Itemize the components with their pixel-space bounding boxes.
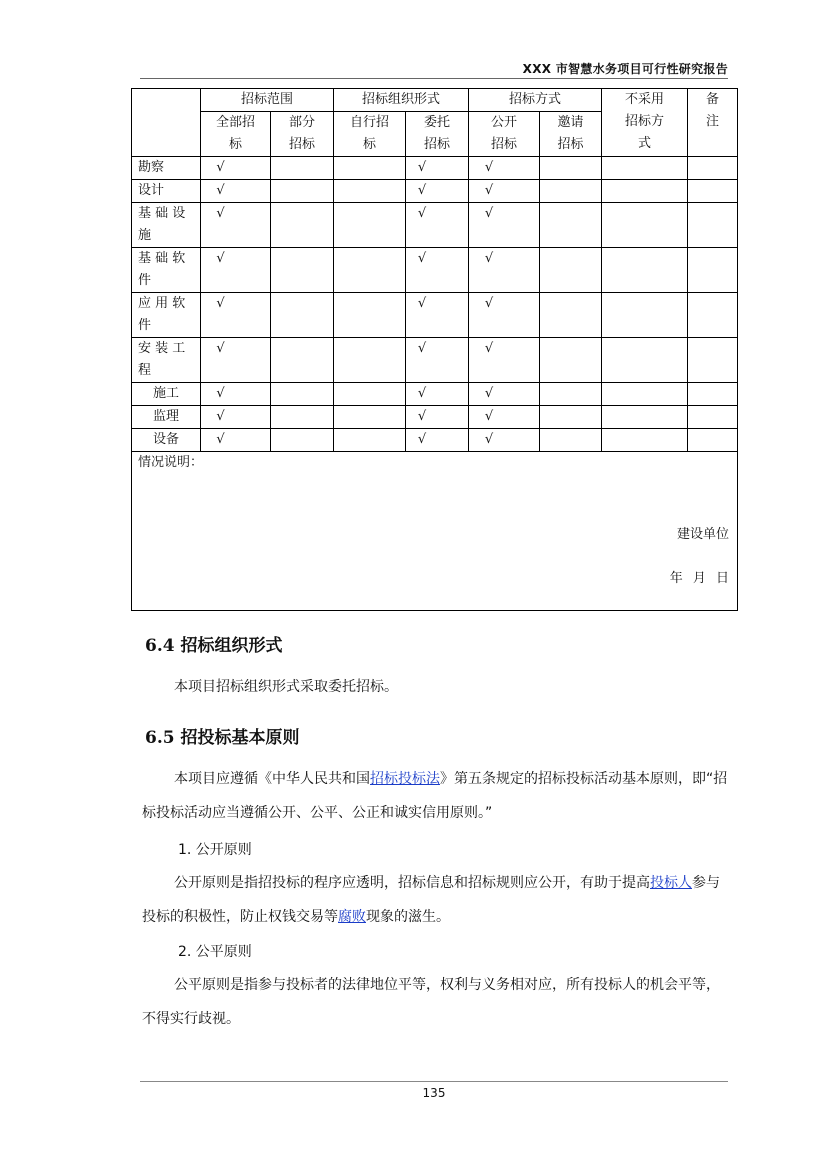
row-label: 应 用 软 件 bbox=[132, 293, 201, 338]
table-note-row bbox=[132, 452, 738, 611]
corner-cell bbox=[132, 89, 201, 157]
item-fair-principle: 2. 公平原则 bbox=[178, 944, 252, 960]
sign-unit: 建设单位 bbox=[677, 527, 730, 542]
check-mark: √ bbox=[469, 406, 540, 429]
subheader-full: 全部招 标 bbox=[201, 112, 271, 157]
table-header-row bbox=[132, 89, 738, 112]
table-row bbox=[132, 293, 738, 338]
header-scope: 招标范围 bbox=[201, 89, 334, 112]
note-cell bbox=[132, 452, 738, 611]
check-mark: √ bbox=[406, 203, 469, 248]
row-label: 监理 bbox=[132, 406, 201, 429]
subheader-partial: 部分 招标 bbox=[271, 112, 334, 157]
check-mark: √ bbox=[201, 157, 271, 180]
table-row bbox=[132, 203, 738, 248]
table-row bbox=[132, 248, 738, 293]
table-row bbox=[132, 429, 738, 452]
header-remark: 备 注 bbox=[688, 89, 738, 157]
subheader-self: 自行招 标 bbox=[334, 112, 406, 157]
row-label: 基 础 设 施 bbox=[132, 203, 201, 248]
check-mark: √ bbox=[406, 429, 469, 452]
check-mark: √ bbox=[406, 157, 469, 180]
check-mark: √ bbox=[469, 293, 540, 338]
row-label: 基 础 软 件 bbox=[132, 248, 201, 293]
header-rule bbox=[140, 78, 728, 79]
table-row bbox=[132, 383, 738, 406]
row-label: 设计 bbox=[132, 180, 201, 203]
row-label: 勘察 bbox=[132, 157, 201, 180]
paragraph-open-principle: 公开原则是指招投标的程序应透明，招标信息和招标规则应公开，有助于提高投标人参与投标的积极性，防止权钱交易等腐败现象的滋生。 bbox=[142, 875, 720, 925]
check-mark: √ bbox=[469, 338, 540, 383]
check-mark: √ bbox=[201, 293, 271, 338]
row-label: 设备 bbox=[132, 429, 201, 452]
table-row bbox=[132, 157, 738, 180]
check-mark: √ bbox=[406, 383, 469, 406]
item-open-principle: 1. 公开原则 bbox=[178, 842, 252, 858]
report-header-title: XXX 市智慧水务项目可行性研究报告 bbox=[522, 62, 728, 76]
section-6-4-body: 本项目招标组织形式采取委托招标。 bbox=[174, 679, 398, 695]
check-mark: √ bbox=[201, 406, 271, 429]
note-label: 情况说明： bbox=[138, 455, 204, 470]
check-mark: √ bbox=[201, 429, 271, 452]
check-mark: √ bbox=[406, 180, 469, 203]
subheader-open: 公开 招标 bbox=[469, 112, 540, 157]
table-row bbox=[132, 338, 738, 383]
check-mark: √ bbox=[469, 429, 540, 452]
check-mark: √ bbox=[201, 338, 271, 383]
row-label: 施工 bbox=[132, 383, 201, 406]
check-mark: √ bbox=[406, 293, 469, 338]
check-mark: √ bbox=[201, 203, 271, 248]
check-mark: √ bbox=[469, 248, 540, 293]
section-6-4-title: 6.4 招标组织形式 bbox=[145, 636, 283, 656]
check-mark: √ bbox=[406, 338, 469, 383]
section-6-5-title: 6.5 招投标基本原则 bbox=[145, 728, 300, 748]
check-mark: √ bbox=[201, 248, 271, 293]
bidding-table bbox=[131, 88, 738, 611]
row-label: 安 装 工 程 bbox=[132, 338, 201, 383]
page-number: 135 bbox=[422, 1086, 446, 1100]
check-mark: √ bbox=[469, 157, 540, 180]
header-org-form: 招标组织形式 bbox=[334, 89, 469, 112]
check-mark: √ bbox=[469, 180, 540, 203]
check-mark: √ bbox=[469, 383, 540, 406]
sign-date: 年 月 日 bbox=[669, 571, 730, 586]
header-not-adopted: 不采用 招标方 式 bbox=[602, 89, 688, 157]
link-bidding-law[interactable]: 招标投标法 bbox=[370, 771, 440, 787]
header-method: 招标方式 bbox=[469, 89, 602, 112]
check-mark: √ bbox=[469, 203, 540, 248]
check-mark: √ bbox=[201, 180, 271, 203]
table-row bbox=[132, 406, 738, 429]
subheader-invited: 邀请 招标 bbox=[540, 112, 602, 157]
paragraph-fair-principle: 公平原则是指参与投标者的法律地位平等，权利与义务相对应，所有投标人的机会平等，不得实行歧视。 bbox=[142, 977, 720, 1027]
link-corruption[interactable]: 腐败 bbox=[338, 909, 366, 925]
subheader-entrusted: 委托 招标 bbox=[406, 112, 469, 157]
check-mark: √ bbox=[201, 383, 271, 406]
link-bidder[interactable]: 投标人 bbox=[650, 875, 692, 891]
table-row bbox=[132, 180, 738, 203]
check-mark: √ bbox=[406, 406, 469, 429]
check-mark: √ bbox=[406, 248, 469, 293]
footer-rule bbox=[140, 1081, 728, 1082]
paragraph-principles: 本项目应遵循《中华人民共和国招标投标法》第五条规定的招标投标活动基本原则，即“招标投标活动应当遵循公开、公平、公正和诚实信用原则。” bbox=[142, 771, 728, 821]
